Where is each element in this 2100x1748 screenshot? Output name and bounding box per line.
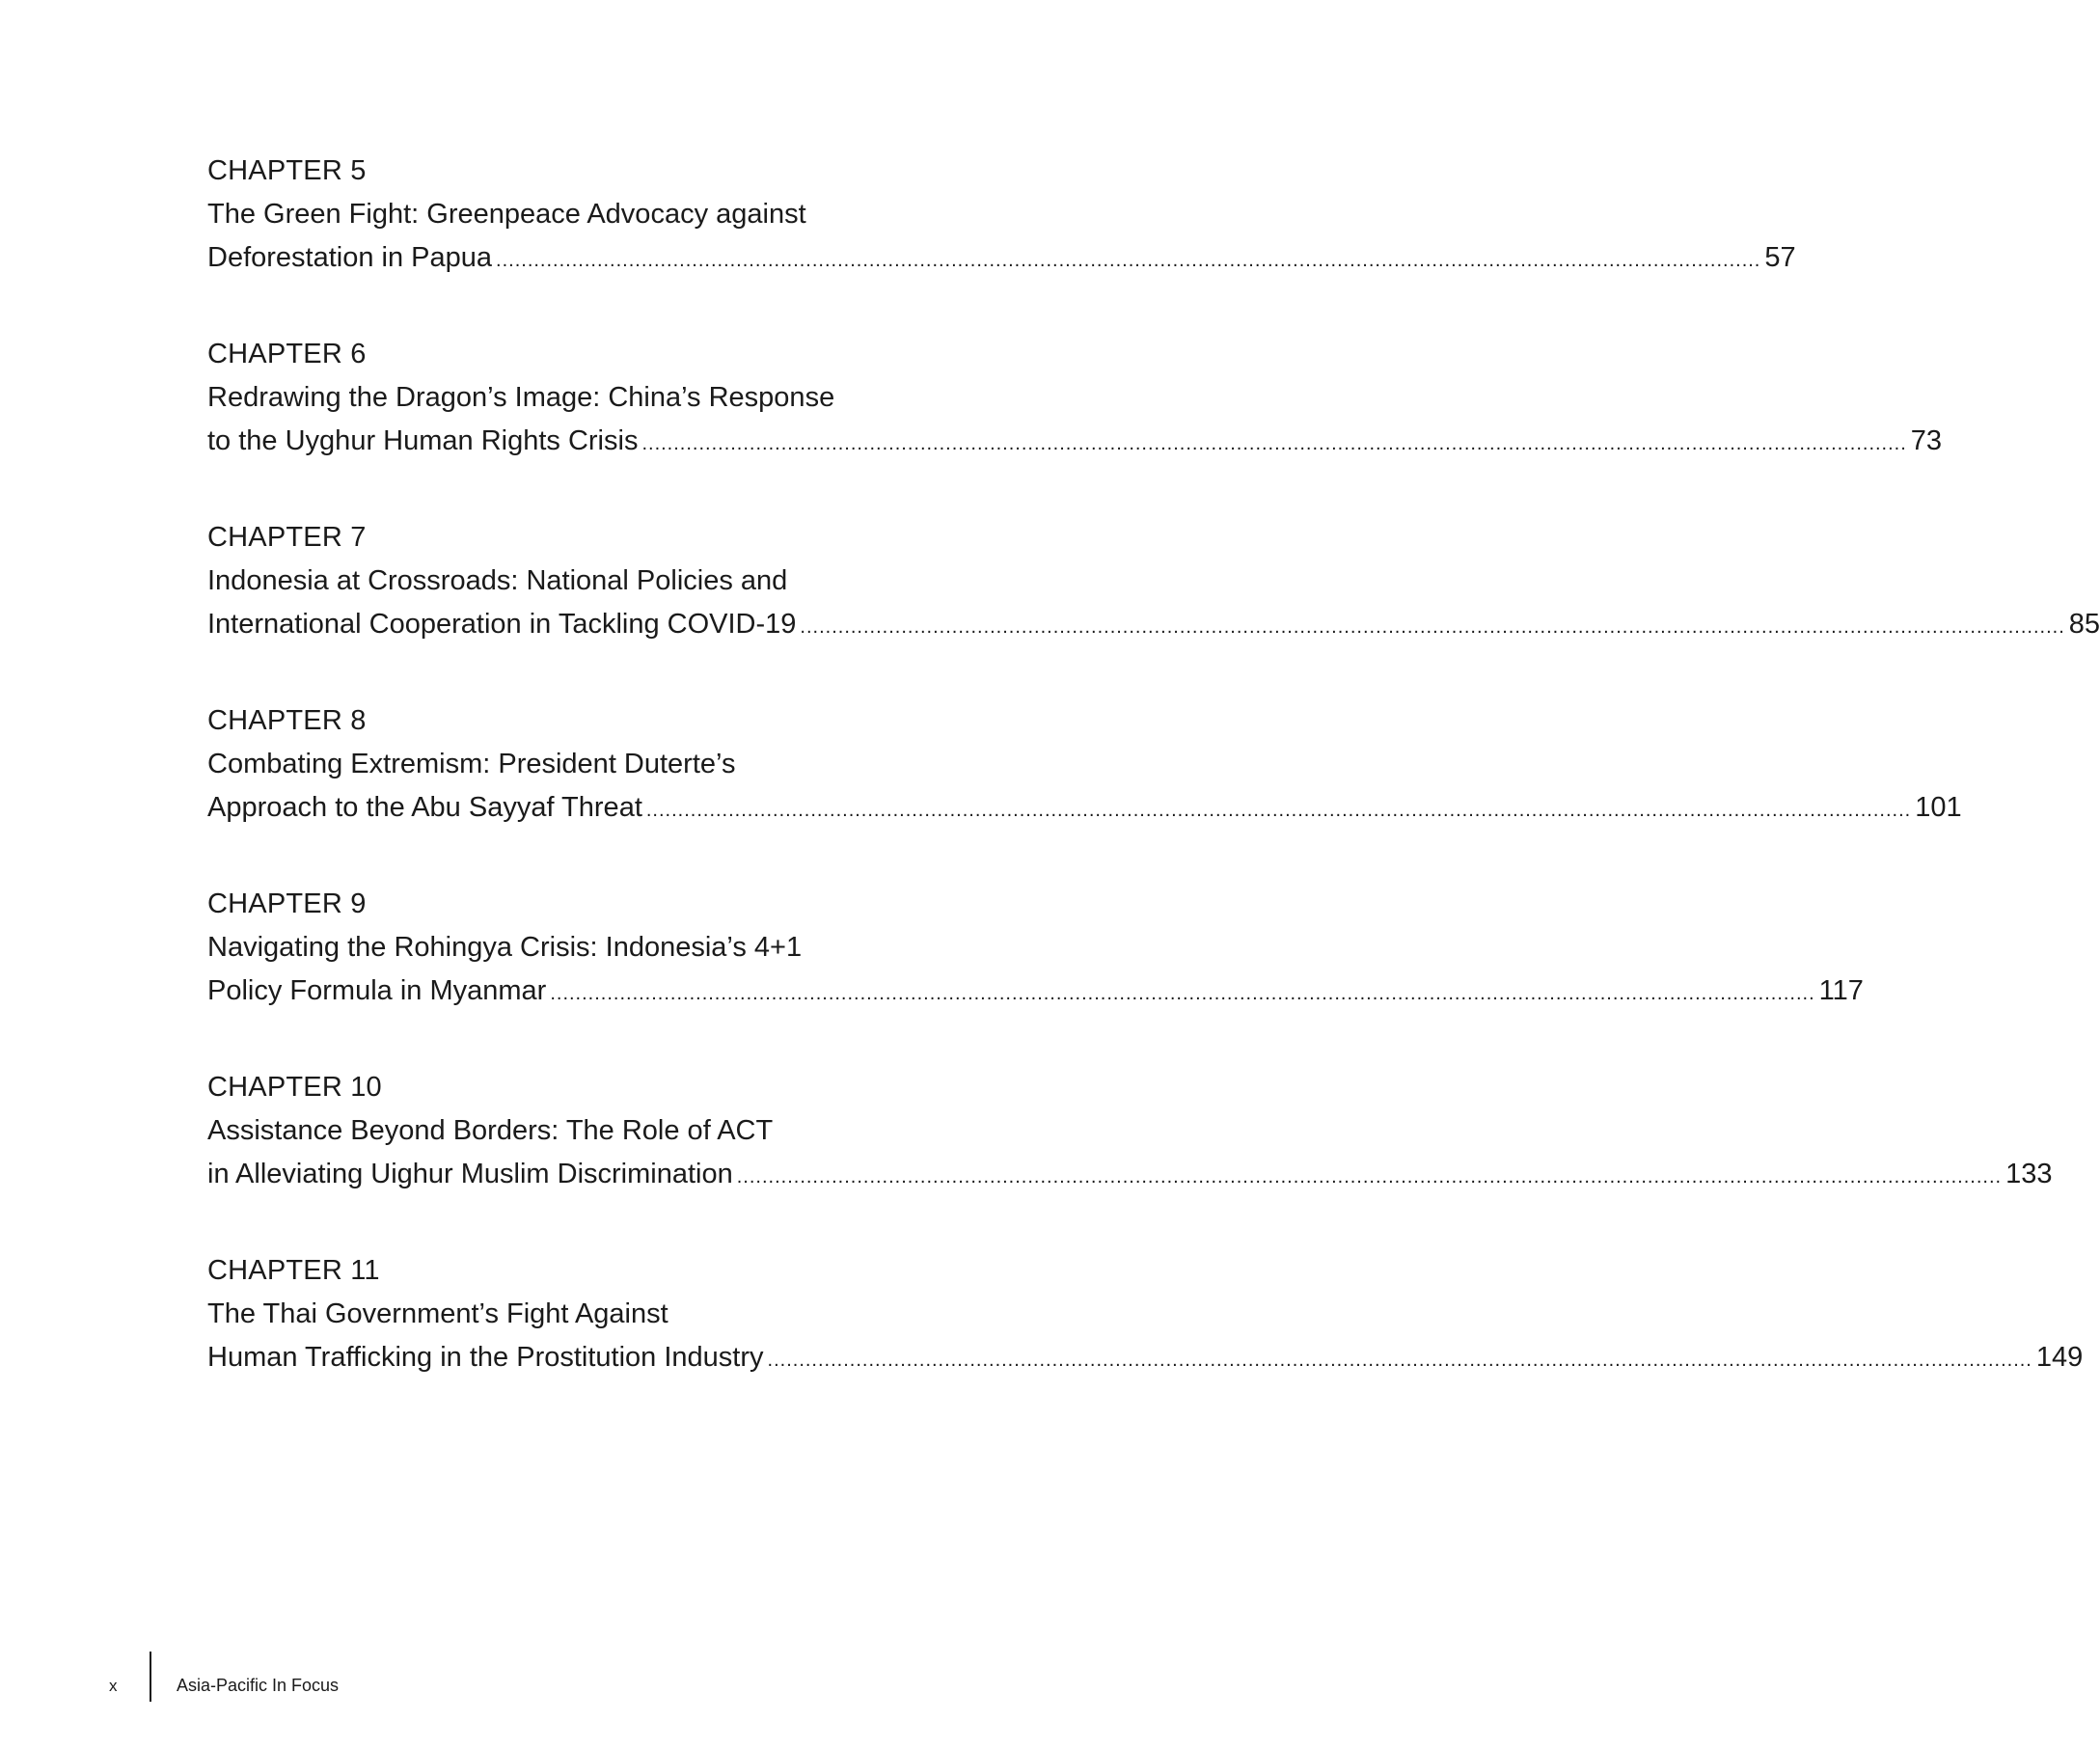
page-number: 149 bbox=[2035, 1342, 2084, 1373]
chapter-label: CHAPTER 10 bbox=[207, 1072, 382, 1103]
chapter-title-line: in Alleviating Uighur Muslim Discrimination bbox=[207, 1159, 733, 1189]
chapter-label: CHAPTER 8 bbox=[207, 705, 367, 736]
page-footer bbox=[0, 1652, 1178, 1702]
page-number: 133 bbox=[2005, 1159, 2053, 1189]
chapter-title-line: International Cooperation in Tackling COVID-19 bbox=[207, 609, 797, 640]
chapter-title-line: Indonesia at Crossroads: National Policies and bbox=[207, 565, 788, 596]
dot-leader: ........................................................................................................................................................................................................ bbox=[767, 1350, 2032, 1371]
toc-entry[interactable] bbox=[207, 1249, 2084, 1382]
table-of-contents bbox=[207, 150, 2100, 1433]
chapter-title-line: Assistance Beyond Borders: The Role of ACT bbox=[207, 1115, 774, 1146]
chapter-title-line: The Green Fight: Greenpeace Advocacy against bbox=[207, 199, 806, 230]
toc-entry[interactable] bbox=[207, 699, 1962, 833]
chapter-title-last-line bbox=[207, 786, 1962, 833]
chapter-title-line: Combating Extremism: President Duterte’s bbox=[207, 749, 736, 779]
page-number: 73 bbox=[1910, 425, 1943, 456]
page-number: 101 bbox=[1915, 792, 1962, 823]
chapter-title-last-line bbox=[207, 420, 1943, 466]
chapter-label: CHAPTER 9 bbox=[207, 888, 367, 919]
chapter-title-line: Deforestation in Papua bbox=[207, 242, 493, 273]
toc-entry[interactable] bbox=[207, 516, 2100, 649]
chapter-label: CHAPTER 7 bbox=[207, 522, 367, 553]
chapter-title-last-line bbox=[207, 603, 2100, 649]
chapter-label: CHAPTER 11 bbox=[207, 1255, 380, 1286]
chapter-title-line: Navigating the Rohingya Crisis: Indonesia’s 4+1 bbox=[207, 932, 803, 963]
chapter-title-last-line bbox=[207, 236, 1796, 283]
dot-leader: ........................................................................................................................................................................................................ bbox=[800, 616, 2065, 638]
chapter-title-last-line bbox=[207, 1153, 2053, 1199]
chapter-title-line: to the Uyghur Human Rights Crisis bbox=[207, 425, 639, 456]
chapter-label: CHAPTER 5 bbox=[207, 155, 367, 186]
chapter-title-line: Redrawing the Dragon’s Image: China’s Response bbox=[207, 382, 835, 413]
toc-entry[interactable] bbox=[207, 883, 1864, 1016]
page-number: 57 bbox=[1764, 242, 1796, 273]
toc-entry[interactable] bbox=[207, 333, 1943, 466]
running-book-title: Asia-Pacific In Focus bbox=[177, 1676, 340, 1695]
dot-leader: ........................................................................................................................................................................................................ bbox=[641, 433, 1907, 454]
dot-leader: ........................................................................................................................................................................................................ bbox=[645, 800, 1912, 821]
chapter-title-line: Policy Formula in Myanmar bbox=[207, 975, 547, 1006]
chapter-title-last-line bbox=[207, 1336, 2084, 1382]
page-number: 85 bbox=[2068, 609, 2100, 640]
page-number: 117 bbox=[1818, 975, 1864, 1006]
chapter-title-line: Human Trafficking in the Prostitution Industry bbox=[207, 1342, 764, 1373]
chapter-title-line: Approach to the Abu Sayyaf Threat bbox=[207, 792, 642, 823]
dot-leader: ........................................................................................................................................................................................................ bbox=[496, 250, 1761, 271]
chapter-label: CHAPTER 6 bbox=[207, 339, 367, 369]
toc-entry[interactable] bbox=[207, 1066, 2053, 1199]
dot-leader: ........................................................................................................................................................................................................ bbox=[550, 983, 1815, 1004]
dot-leader: ........................................................................................................................................................................................................ bbox=[736, 1166, 2003, 1188]
page-folio: x bbox=[109, 1677, 118, 1695]
toc-entry[interactable] bbox=[207, 150, 1796, 283]
chapter-title-line: The Thai Government’s Fight Against bbox=[207, 1298, 668, 1329]
chapter-title-last-line bbox=[207, 970, 1864, 1016]
footer-divider bbox=[150, 1652, 151, 1702]
